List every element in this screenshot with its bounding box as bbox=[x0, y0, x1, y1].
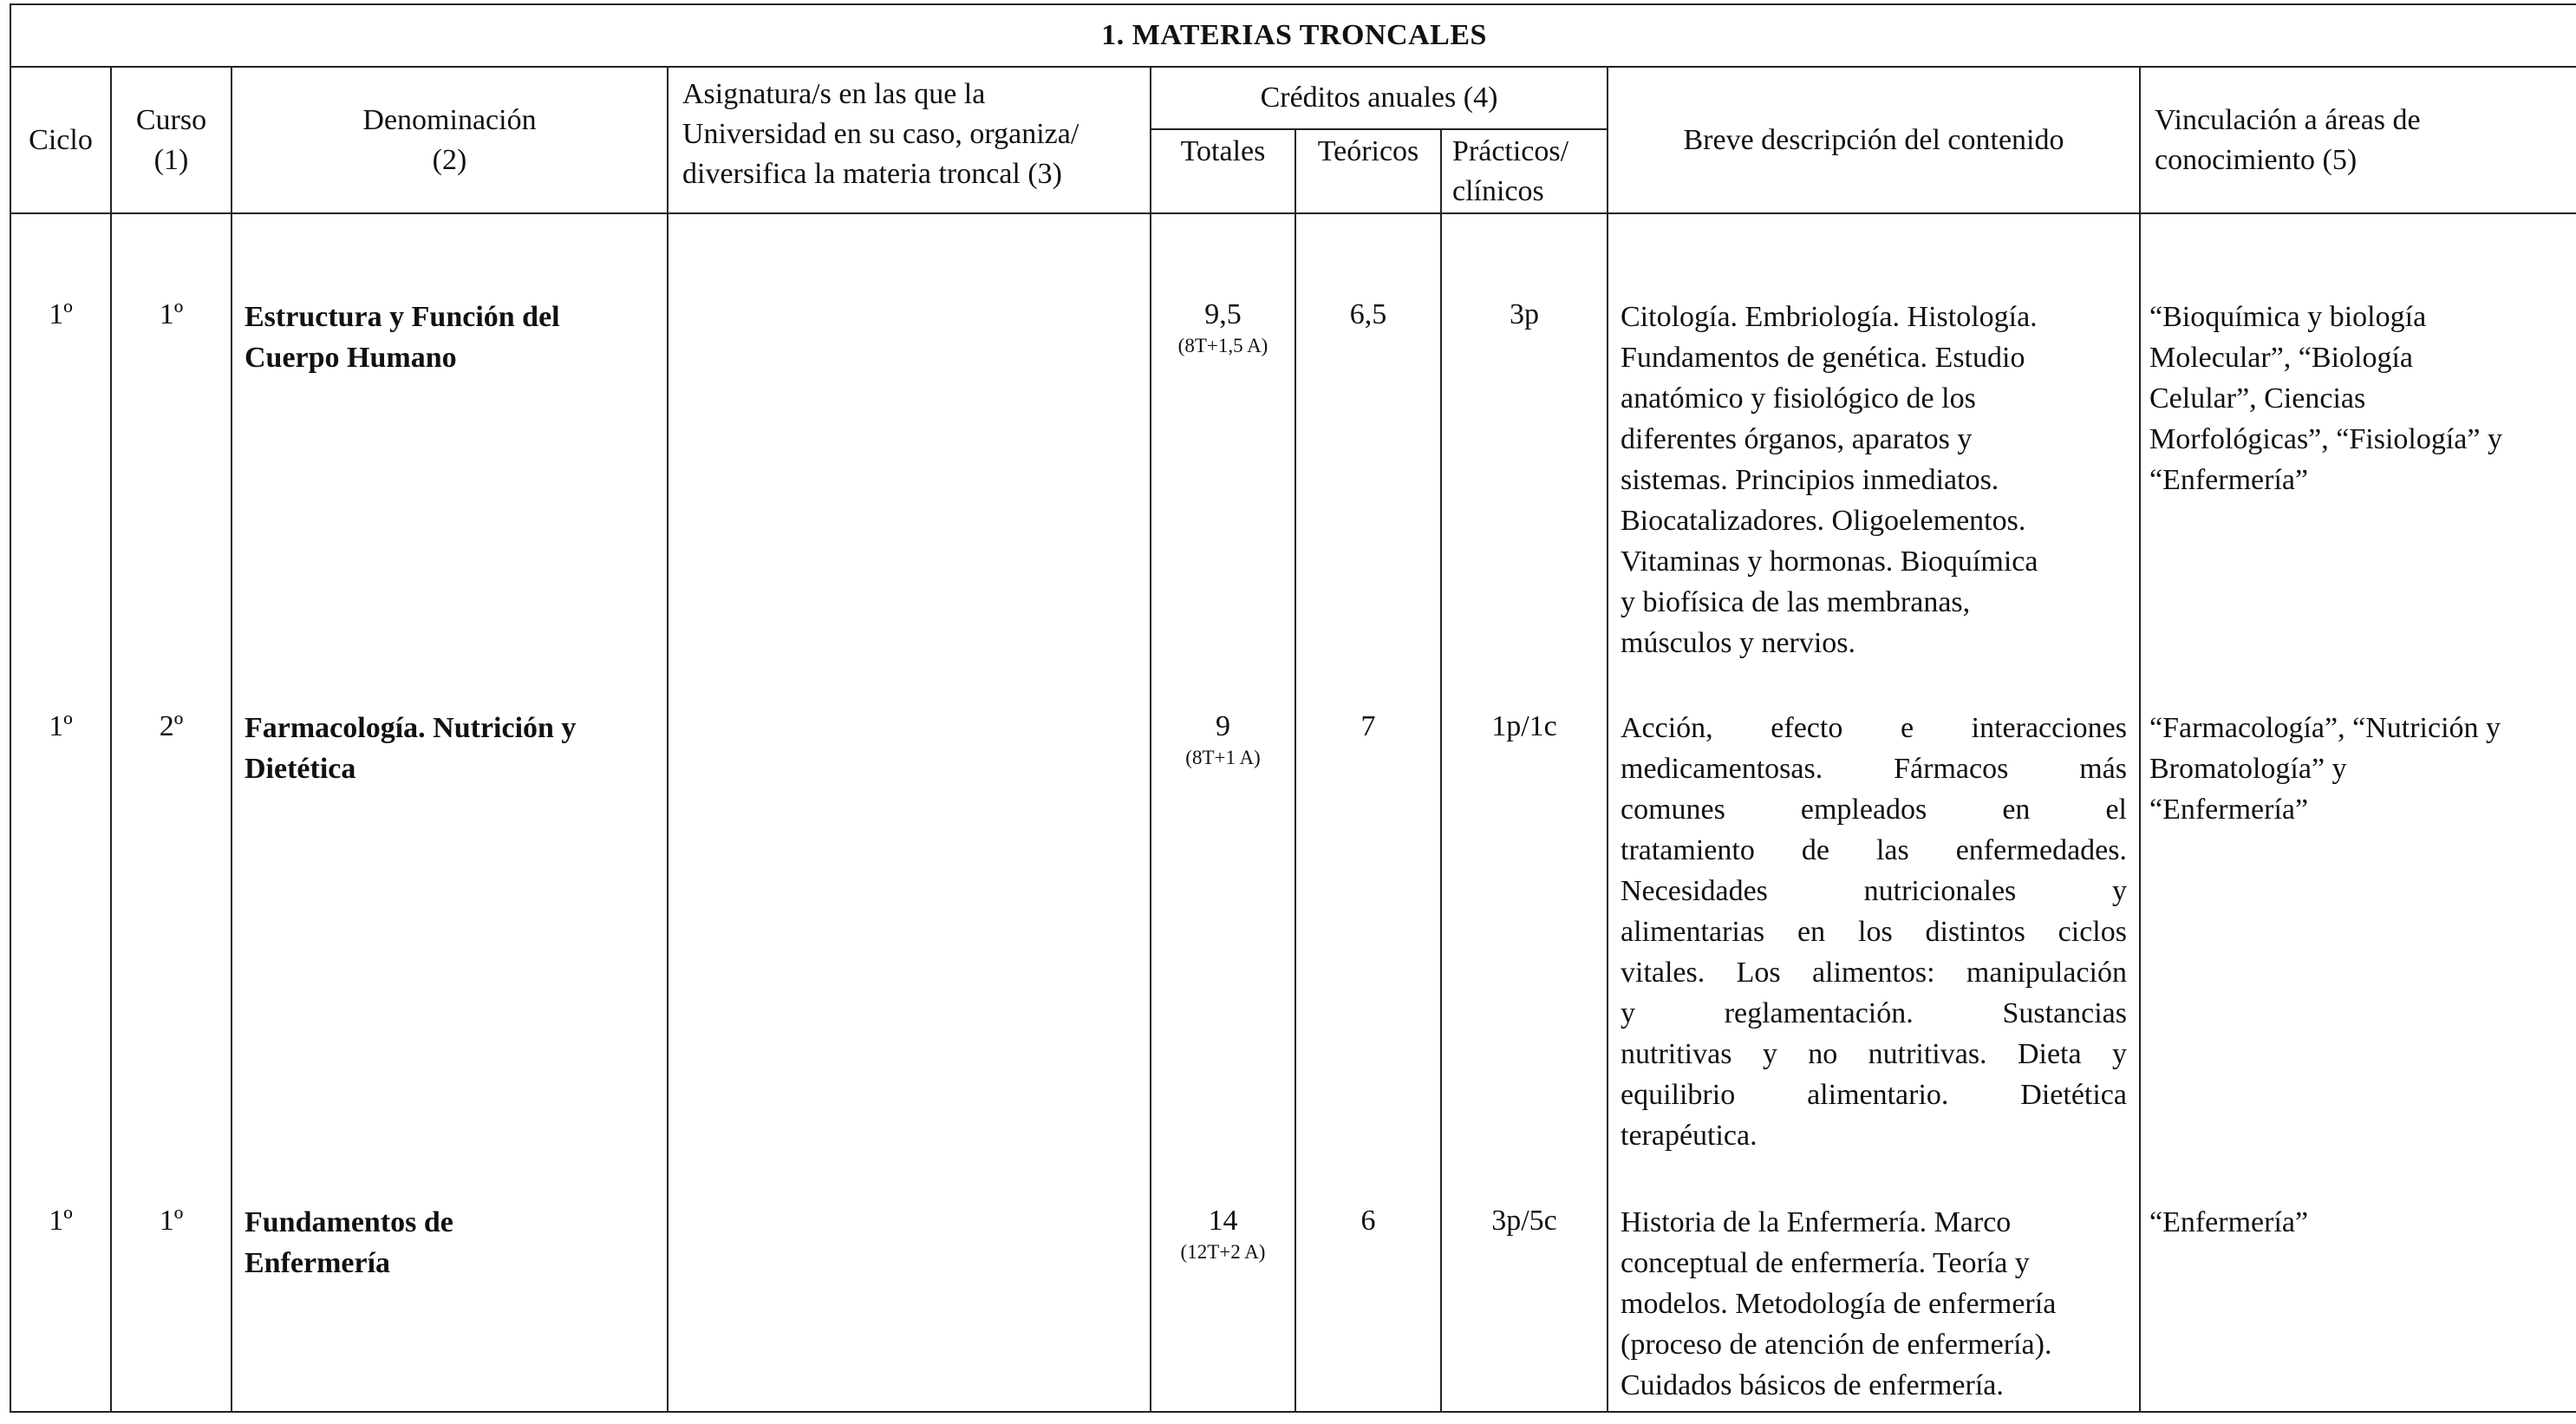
row-1-denominacion-line: Cuerpo Humano bbox=[245, 342, 457, 374]
row-2-descripcion-line: comunes empleados en el bbox=[1621, 794, 2127, 826]
row-3-curso: 1º bbox=[159, 1205, 184, 1237]
col-totales bbox=[1151, 213, 1295, 1412]
row-3-descripcion-line: Historia de la Enfermería. Marco bbox=[1621, 1206, 2012, 1238]
row-2-descripcion-line: terapéutica. bbox=[1621, 1120, 1758, 1152]
row-3-descripcion-line: (proceso de atención de enfermería). bbox=[1621, 1329, 2052, 1361]
row-3-descripcion-line: conceptual de enfermería. Teoría y bbox=[1621, 1247, 2030, 1279]
header-vinculacion-line-1: Vinculación a áreas de bbox=[2155, 103, 2421, 136]
row-3-vinculacion-line: “Enfermería” bbox=[2149, 1206, 2309, 1238]
row-1-totales-detail: (8T+1,5 A) bbox=[1177, 335, 1268, 356]
row-2-descripcion-line: medicamentosas. Fármacos más bbox=[1621, 753, 2127, 785]
row-3-ciclo: 1º bbox=[49, 1205, 73, 1237]
row-1-vinculacion-line: Molecular”, “Biología bbox=[2149, 342, 2414, 374]
row-1-teoricos: 6,5 bbox=[1349, 298, 1387, 330]
row-1-vinculacion-line: Morfológicas”, “Fisiología” y bbox=[2149, 423, 2502, 455]
header-teoricos: Teóricos bbox=[1295, 129, 1441, 213]
header-creditos: Créditos anuales (4) bbox=[1151, 67, 1608, 129]
row-1-denominacion-line: Estructura y Función del bbox=[245, 301, 560, 333]
header-denominacion-label: Denominación bbox=[362, 103, 537, 136]
row-1-vinculacion bbox=[2149, 297, 2570, 500]
row-2-descripcion-line: alimentarias en los distintos ciclos bbox=[1621, 916, 2127, 948]
header-asignatura-line-1: Asignatura/s en las que la bbox=[682, 78, 986, 110]
row-2-totales-detail: (8T+1 A) bbox=[1185, 747, 1261, 768]
row-2-vinculacion-line: “Farmacología”, “Nutrición y bbox=[2149, 712, 2501, 744]
header-descripcion: Breve descripción del contenido bbox=[1608, 67, 2140, 213]
row-2-descripcion-line: nutritivas y no nutritivas. Dieta y bbox=[1621, 1038, 2127, 1070]
row-2-curso: 2º bbox=[159, 710, 184, 742]
header-asignatura-line-3: diversifica la materia troncal (3) bbox=[682, 158, 1062, 190]
col-ciclo bbox=[10, 213, 111, 1412]
header-ciclo bbox=[10, 67, 111, 213]
row-1-descripcion-line: Fundamentos de genética. Estudio bbox=[1621, 342, 2025, 374]
row-2-descripcion-line: equilibrio alimentario. Dietética bbox=[1621, 1079, 2127, 1111]
row-1-curso: 1º bbox=[159, 298, 184, 330]
header-practicos-line-2: clínicos bbox=[1452, 175, 1544, 207]
row-3-practicos: 3p/5c bbox=[1491, 1205, 1557, 1237]
row-1-descripcion-line: Biocatalizadores. Oligoelementos. bbox=[1621, 505, 2026, 537]
row-1-denominacion bbox=[245, 297, 560, 378]
row-2-denominacion bbox=[245, 708, 576, 789]
row-2-descripcion-line: vitales. Los alimentos: manipulación bbox=[1621, 957, 2127, 989]
row-2-vinculacion-line: Bromatología” y bbox=[2149, 753, 2347, 785]
header-ciclo-label: Ciclo bbox=[29, 123, 93, 156]
header-practicos-line-1: Prácticos/ bbox=[1452, 135, 1569, 167]
header-vinculacion-line-2: conocimiento (5) bbox=[2155, 143, 2358, 176]
header-asignatura bbox=[668, 67, 1151, 213]
row-2-denominacion-line: Farmacología. Nutrición y bbox=[245, 712, 577, 744]
row-2-descripcion-line: y reglamentación. Sustancias bbox=[1621, 997, 2127, 1029]
row-1-descripcion-line: diferentes órganos, aparatos y bbox=[1621, 423, 1973, 455]
row-3-totales: 14 bbox=[1208, 1205, 1238, 1237]
header-curso-label: Curso bbox=[135, 103, 207, 136]
row-2-teoricos: 7 bbox=[1360, 710, 1376, 742]
row-1-descripcion-line: sistemas. Principios inmediatos. bbox=[1621, 464, 1999, 496]
col-curso bbox=[111, 213, 232, 1412]
col-practicos bbox=[1441, 213, 1608, 1412]
col-descripcion bbox=[1608, 213, 2140, 1412]
row-1-practicos: 3p bbox=[1510, 298, 1539, 330]
row-2-denominacion-line: Dietética bbox=[245, 753, 356, 785]
row-3-denominacion bbox=[245, 1202, 453, 1284]
col-denominacion bbox=[232, 213, 668, 1412]
row-2-descripcion bbox=[1621, 708, 2127, 1156]
header-curso-note: (1) bbox=[153, 143, 189, 176]
row-3-totales-detail: (12T+2 A) bbox=[1180, 1241, 1266, 1263]
row-3-descripcion-line: modelos. Metodología de enfermería bbox=[1621, 1288, 2057, 1320]
col-asignatura bbox=[668, 213, 1151, 1412]
row-3-descripcion-line: Cuidados básicos de enfermería. bbox=[1621, 1369, 2004, 1401]
row-1-descripcion bbox=[1621, 297, 2127, 663]
row-1-vinculacion-line: “Bioquímica y biología bbox=[2149, 301, 2427, 333]
row-2-totales: 9 bbox=[1216, 710, 1230, 742]
row-1-descripcion-line: anatómico y fisiológico de los bbox=[1621, 382, 1976, 415]
row-3-vinculacion bbox=[2149, 1202, 2570, 1243]
header-practicos bbox=[1441, 129, 1608, 213]
row-3-teoricos: 6 bbox=[1360, 1205, 1376, 1237]
row-1-vinculacion-line: Celular”, Ciencias bbox=[2149, 382, 2366, 415]
row-1-vinculacion-line: “Enfermería” bbox=[2149, 464, 2309, 496]
col-teoricos bbox=[1295, 213, 1441, 1412]
materias-troncales-table bbox=[10, 3, 2576, 1413]
row-3-denominacion-line: Fundamentos de bbox=[245, 1206, 453, 1238]
row-2-vinculacion-line: “Enfermería” bbox=[2149, 794, 2309, 826]
header-denominacion bbox=[232, 67, 668, 213]
row-1-descripcion-line: Citología. Embriología. Histología. bbox=[1621, 301, 2038, 333]
row-2-practicos: 1p/1c bbox=[1491, 710, 1557, 742]
header-asignatura-line-2: Universidad en su caso, organiza/ bbox=[682, 118, 1079, 150]
header-vinculacion bbox=[2140, 67, 2576, 213]
row-1-totales: 9,5 bbox=[1204, 298, 1242, 330]
row-2-descripcion-line: tratamiento de las enfermedades. bbox=[1621, 834, 2127, 866]
row-1-ciclo: 1º bbox=[49, 298, 73, 330]
row-3-denominacion-line: Enfermería bbox=[245, 1247, 391, 1279]
header-denominacion-note: (2) bbox=[432, 143, 467, 176]
row-1-descripcion-line: músculos y nervios. bbox=[1621, 627, 1856, 659]
row-3-descripcion bbox=[1621, 1202, 2127, 1406]
row-1-descripcion-line: y biofísica de las membranas, bbox=[1621, 586, 1971, 618]
row-2-ciclo: 1º bbox=[49, 710, 73, 742]
table-title: 1. MATERIAS TRONCALES bbox=[10, 4, 2576, 67]
row-1-descripcion-line: Vitaminas y hormonas. Bioquímica bbox=[1621, 545, 2038, 578]
header-totales: Totales bbox=[1151, 129, 1295, 213]
row-2-descripcion-line: Acción, efecto e interacciones bbox=[1621, 712, 2127, 744]
row-2-descripcion-line: Necesidades nutricionales y bbox=[1621, 875, 2127, 907]
row-2-vinculacion bbox=[2149, 708, 2570, 830]
col-vinculacion bbox=[2140, 213, 2576, 1412]
header-curso bbox=[111, 67, 232, 213]
